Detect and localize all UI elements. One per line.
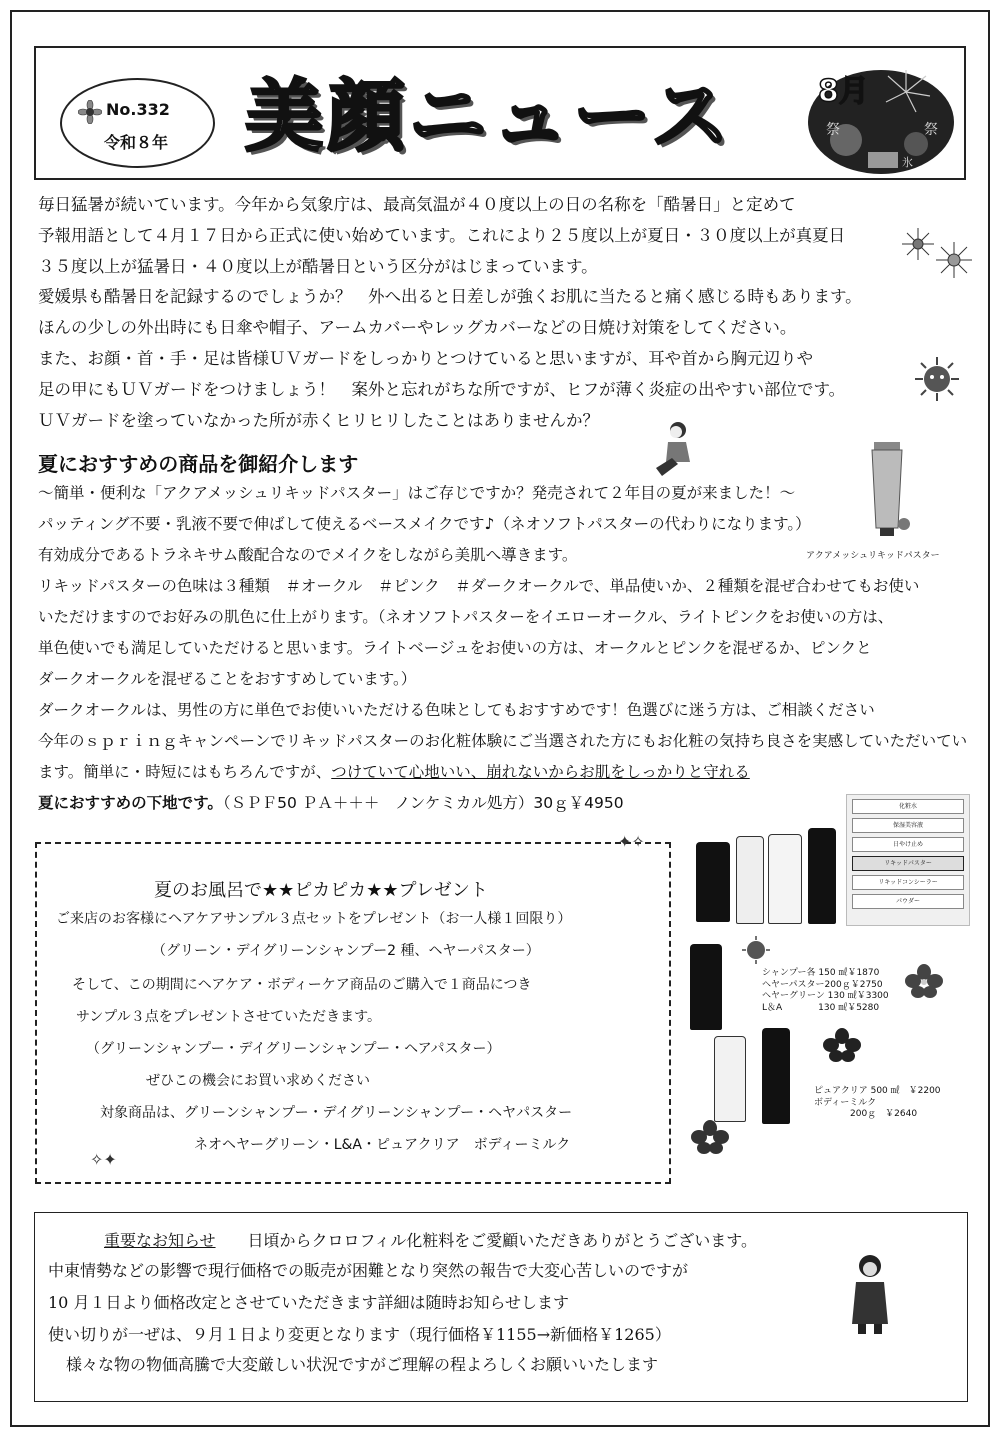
flower-icon [78, 100, 102, 124]
price-line: ボディーミルク [814, 1097, 877, 1108]
campaign-line: （グリーンシャンプー・デイグリーンシャンプー・ヘアパスター） [86, 1041, 501, 1057]
svg-text:氷: 氷 [902, 156, 913, 169]
campaign-line: ぜひこの機会にお買い求めください [146, 1073, 370, 1089]
intro-line: 予報用語として４月１７日から正式に使い始めています。これにより２５度以上が夏日・３０度以上が真夏日 [38, 225, 846, 245]
campaign-line: ネオヘヤーグリーン・L&A・ピュアクリア ボディーミルク [194, 1137, 571, 1153]
intro-paragraph [38, 190, 862, 436]
product-line-text: ます。簡単に・時短にはもちろんですが、 [38, 763, 332, 781]
issue-year: 令和８年 [104, 133, 169, 152]
pure-clear-bottle [762, 1028, 790, 1124]
price-line: ピュアクリア 500 ㎖ ￥2200 [814, 1086, 941, 1096]
product-line: ダークオークルは、男性の方に単色でお使いいただける色味としてもおすすめです！色選びに迷う方は、ご相談ください [38, 701, 875, 719]
product-line [38, 757, 967, 788]
body-care-prices [814, 1086, 941, 1121]
campaign-line: サンプル３点をプレゼントさせていただきます。 [76, 1009, 382, 1025]
product-line-spec: （ＳＰＦ50 ＰＡ＋＋＋ ノンケミカル処方）30ｇ￥4950 [222, 794, 624, 812]
campaign-line: （グリーン・デイグリーンシャンプー2 種、ヘヤーパスター） [152, 943, 540, 959]
price-line: ヘヤーパスター200ｇ￥2750 [762, 979, 883, 990]
price-line: 200ｇ ￥2640 [814, 1109, 918, 1119]
svg-text:祭: 祭 [826, 122, 840, 138]
bowing-person-icon [848, 1254, 892, 1336]
intro-line: 足の甲にもＵＶガードをつけましょう！ 案外と忘れがちな所ですが、ヒフが薄く炎症の出やすい部位です。 [38, 379, 846, 399]
person-sitting-icon [648, 418, 698, 478]
issue-number: No.332 [106, 100, 170, 119]
step-item: 保湿美容液 [852, 818, 964, 833]
green-shampoo-bottle [696, 842, 730, 922]
product-line: リキッドパスターの色味は３種類 ＃オークル ＃ピンク ＃ダークオークルで、単品使いか、２種類を混ぜ合わせてもお使い [38, 577, 920, 595]
product-line: ダークオークルを混ぜることをおすすめしています。） [38, 670, 417, 688]
notice-line: 10 月１日より価格改定とさせていただきます詳細は随時お知らせします [48, 1293, 569, 1312]
hair-care-prices [762, 968, 889, 1014]
campaign-line: ご来店のお客様にヘアケアサンプル３点セットをプレゼント（お一人様１回限り） [56, 911, 572, 927]
product-line [38, 788, 967, 819]
campaign-line: そして、この期間にヘアケア・ボディーケア商品のご購入で１商品につき [72, 977, 532, 993]
product-line: 有効成分であるトラネキサム酸配合なのでメイクをしながら美肌へ導きます。 [38, 546, 578, 564]
step-item-highlight: リキッドパスター [852, 856, 964, 871]
section-title: 夏におすすめの商品を御紹介します [38, 452, 359, 476]
svg-text:祭: 祭 [924, 122, 938, 138]
product-paragraph [38, 478, 967, 819]
tube-caption: アクアメッシュリキッドパスター [806, 551, 940, 561]
campaign-title: 夏のお風呂で★★ピカピカ★★プレゼント [154, 880, 488, 901]
hair-paster-tube [768, 834, 802, 924]
price-line: シャンプー各 150 ㎖￥1870 [762, 968, 880, 978]
application-steps-diagram [846, 794, 970, 926]
hibiscus-icon [822, 1028, 862, 1062]
step-item: パウダー [852, 894, 964, 909]
intro-line: ほんの少しの外出時にも日傘や帽子、アームカバーやレッグカバーなどの日焼け対策をしてください。 [38, 318, 797, 338]
step-item: 日やけ止め [852, 837, 964, 852]
product-line: ～簡単・便利な「アクアメッシュリキッドパスター」はご存じですか？発売されて２年目の夏が来ました！～ [38, 484, 796, 502]
sparkle-icon: ✦✧ [618, 832, 645, 851]
body-milk-bottle [714, 1036, 746, 1122]
hibiscus-icon [690, 1120, 730, 1154]
product-line: 単色使いでも満足していただけると思います。ライトベージュをお使いの方は、オークルとピンクを混ぜるか、ピンクと [38, 639, 872, 657]
fireworks-icon [900, 226, 976, 282]
liquid-paster-tube-image [870, 442, 910, 537]
intro-line: ３５度以上が猛暑日・４０度以上が酷暑日という区分がはじまっています。 [38, 256, 598, 276]
month-label: 8月 [818, 74, 869, 109]
sparkle-icon: ✧✦ [90, 1150, 117, 1169]
price-line: L＆A 130 ㎖￥5280 [762, 1002, 880, 1013]
small-sun-icon [742, 936, 770, 964]
product-line-emphasis: 夏におすすめの下地です。 [38, 794, 223, 812]
step-item: リキッドコンシーラー [852, 875, 964, 890]
notice-line: 様々な物の物価高騰で大変厳しい状況ですがご理解の程よろしくお願いいたします [66, 1355, 659, 1374]
notice-line: 中東情勢などの影響で現行価格での販売が困難となり突然の報告で大変心苦しいのですが [48, 1261, 689, 1280]
product-line: パッティング不要・乳液不要で伸ばして使えるベースメイクです♪（ネオソフトパスターの代わりになります。） [38, 515, 811, 533]
product-line-highlight: つけていて心地いい、崩れないからお肌をしっかりと守れる [331, 763, 750, 781]
step-item: 化粧水 [852, 799, 964, 814]
price-line: ヘヤーグリーン 130 ㎖￥3300 [762, 991, 889, 1001]
intro-line: 毎日猛暑が続いています。今年から気象庁は、最高気温が４０度以上の日の名称を「酷暑日」と定めて [38, 195, 796, 214]
product-line: いただけますのでお好みの肌色に仕上がります。（ネオソフトパスターをイエローオークル、ライトピンクをお使いの方は、 [38, 608, 894, 626]
notice-heading: 重要なお知らせ [104, 1231, 216, 1250]
nhg-bottle [808, 828, 836, 924]
dgs-shampoo-bottle [736, 836, 764, 924]
campaign-line: 対象商品は、グリーンシャンプー・デイグリーンシャンプー・ヘヤパスター [100, 1105, 573, 1121]
intro-line: ＵＶガードを塗っていなかった所が赤くヒリヒリしたことはありませんか？ [38, 410, 599, 430]
intro-line: 愛媛県も酷暑日を記録するのでしょうか？ 外へ出ると日差しが強くお肌に当たると痛く感じる時もあります。 [38, 287, 862, 307]
sun-icon [914, 356, 960, 402]
l-and-a-bottle [690, 944, 722, 1030]
hibiscus-icon [904, 964, 944, 998]
intro-line: また、お顔・首・手・足は皆様ＵＶガードをしっかりとつけていると思いますが、耳や首から胸元辺りや [38, 348, 814, 368]
notice-text: 日頃からクロロフィル化粧料をご愛顧いただきありがとうございます。 [247, 1231, 757, 1250]
product-line: 今年のｓｐｒｉｎｇキャンペーンでリキッドパスターのお化粧体験にご当選された方にもお化粧の気持ち良さを実感していただいてい [38, 732, 968, 750]
notice-line: 使い切りが一ぜは、９月１日より変更となります（現行価格￥1155→新価格￥1265） [48, 1325, 671, 1344]
notice-first-line [104, 1228, 757, 1251]
newsletter-title: 美顔ニュース [245, 72, 734, 162]
